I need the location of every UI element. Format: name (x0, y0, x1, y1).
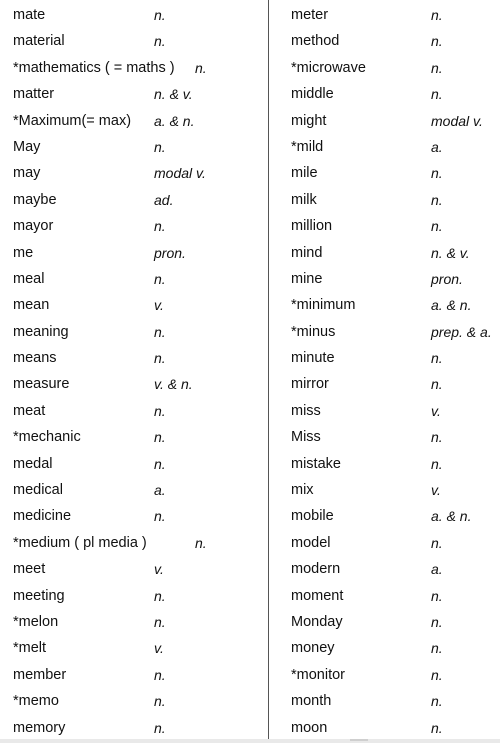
entry-part-of-speech: n. (431, 640, 443, 657)
word-entry (291, 160, 500, 186)
entry-word: meet (13, 561, 46, 578)
entry-word: mayor (13, 218, 54, 235)
entry-word: Monday (291, 613, 343, 630)
entry-part-of-speech: v. (154, 297, 164, 314)
entry-word: mix (291, 482, 314, 499)
entry-word: *monitor (291, 666, 345, 683)
entry-part-of-speech: n. (431, 7, 443, 23)
entry-word: *memo (13, 693, 59, 710)
word-entry (13, 451, 263, 477)
entry-part-of-speech: n. (431, 191, 443, 208)
word-entry (13, 635, 263, 661)
entry-part-of-speech: a. & n. (431, 508, 472, 525)
entry-word: moment (291, 587, 344, 604)
entry-part-of-speech: n. (154, 719, 166, 736)
entry-part-of-speech: a. & n. (431, 297, 472, 314)
entry-word: milk (291, 191, 317, 208)
entry-word: mobile (291, 508, 334, 525)
entry-part-of-speech: n. (431, 376, 443, 393)
entry-part-of-speech: v. (154, 640, 164, 657)
word-entry (291, 477, 500, 503)
word-entry (291, 345, 500, 371)
entry-word: maybe (13, 191, 57, 208)
entry-part-of-speech: v. (154, 561, 164, 578)
entry-word: *melt (13, 640, 47, 657)
entry-part-of-speech: pron. (431, 270, 463, 287)
entry-word: medical (13, 482, 63, 499)
word-entry (13, 424, 263, 450)
entry-word: method (291, 33, 340, 50)
entry-part-of-speech: v. & n. (154, 376, 193, 393)
entry-part-of-speech: n. (431, 613, 443, 630)
entry-word: moon (291, 719, 328, 736)
word-entry (13, 266, 263, 292)
word-entry (13, 292, 263, 318)
entry-word: mean (13, 297, 50, 314)
word-entry (13, 240, 263, 266)
entry-part-of-speech: n. (154, 323, 166, 340)
word-entry (291, 530, 500, 556)
entry-word: Miss (291, 429, 321, 446)
word-entry (291, 292, 500, 318)
entry-word: me (13, 244, 34, 261)
entry-part-of-speech: pron. (154, 244, 186, 261)
word-entry (291, 424, 500, 450)
entry-word: meter (291, 7, 329, 23)
entry-word: measure (13, 376, 70, 393)
word-entry (13, 662, 263, 688)
entry-part-of-speech: n. (431, 165, 443, 182)
entry-part-of-speech: n. (154, 218, 166, 235)
bottom-scroll-strip (0, 739, 500, 743)
entry-part-of-speech: n. (154, 613, 166, 630)
entry-part-of-speech: n. (431, 587, 443, 604)
word-entry (13, 160, 263, 186)
entry-part-of-speech: n. (431, 350, 443, 367)
entry-part-of-speech: n. (431, 455, 443, 472)
entry-word: mine (291, 270, 323, 287)
word-entry (13, 134, 263, 160)
column-divider (268, 0, 269, 739)
entry-part-of-speech: n. (154, 666, 166, 683)
word-entry (291, 55, 500, 81)
word-entry (291, 371, 500, 397)
entry-word: medicine (13, 508, 72, 525)
word-entry (291, 662, 500, 688)
entry-part-of-speech: a. & n. (154, 112, 195, 129)
word-entry (291, 28, 500, 54)
entry-part-of-speech: n. & v. (154, 86, 193, 103)
entry-word: minute (291, 350, 335, 367)
word-entry (291, 635, 500, 661)
word-entry (291, 81, 500, 107)
entry-part-of-speech: v. (431, 402, 441, 419)
entry-word: mistake (291, 455, 341, 472)
entry-word: middle (291, 86, 334, 103)
entry-word: *melon (13, 613, 59, 630)
entry-word: mirror (291, 376, 329, 393)
word-entry (291, 503, 500, 529)
entry-part-of-speech: n. (431, 666, 443, 683)
word-entry (13, 28, 263, 54)
entry-part-of-speech: modal v. (431, 112, 483, 129)
word-entry (291, 583, 500, 609)
entry-word: meal (13, 270, 45, 287)
left-word-column (13, 2, 263, 741)
word-entry (13, 2, 263, 28)
entry-word: mate (13, 7, 46, 23)
word-entry (291, 2, 500, 28)
word-entry (13, 556, 263, 582)
entry-part-of-speech: n. (431, 429, 443, 446)
entry-word: *microwave (291, 59, 366, 76)
entry-word: might (291, 112, 327, 129)
entry-word: mile (291, 165, 318, 182)
entry-part-of-speech: n. (431, 218, 443, 235)
entry-word: medal (13, 455, 53, 472)
entry-word: memory (13, 719, 66, 736)
word-entry (291, 134, 500, 160)
word-entry (291, 108, 500, 134)
word-entry (291, 715, 500, 741)
entry-word: *minus (291, 323, 336, 340)
word-entry (13, 398, 263, 424)
word-entry (13, 530, 263, 556)
entry-word: *mechanic (13, 429, 81, 446)
entry-part-of-speech: n. (154, 270, 166, 287)
entry-word: *mathematics ( = maths ) (13, 59, 175, 76)
word-entry (291, 213, 500, 239)
entry-part-of-speech: n. (154, 33, 166, 50)
word-entry (13, 715, 263, 741)
entry-word: miss (291, 402, 321, 419)
entry-word: modern (291, 561, 341, 578)
entry-part-of-speech: v. (431, 482, 441, 499)
word-entry (13, 55, 263, 81)
word-entry (291, 609, 500, 635)
entry-part-of-speech: a. (154, 482, 166, 499)
entry-part-of-speech: ad. (154, 191, 174, 208)
entry-part-of-speech: prep. & a. (431, 323, 492, 340)
entry-word: May (13, 138, 41, 155)
word-entry (13, 108, 263, 134)
entry-word: mind (291, 244, 323, 261)
word-entry (291, 451, 500, 477)
entry-word: *medium ( pl media ) (13, 534, 147, 551)
entry-word: member (13, 666, 67, 683)
entry-part-of-speech: n. (154, 429, 166, 446)
entry-part-of-speech: n. & v. (431, 244, 470, 261)
word-entry (13, 345, 263, 371)
word-entry (13, 503, 263, 529)
word-entry (291, 398, 500, 424)
entry-part-of-speech: n. (431, 59, 443, 76)
word-entry (13, 319, 263, 345)
entry-part-of-speech: n. (154, 587, 166, 604)
word-entry (291, 319, 500, 345)
entry-part-of-speech: n. (154, 402, 166, 419)
word-entry (13, 187, 263, 213)
entry-word: material (13, 33, 65, 50)
word-entry (13, 688, 263, 714)
entry-part-of-speech: n. (431, 719, 443, 736)
right-word-column (291, 2, 500, 741)
entry-part-of-speech: n. (154, 138, 166, 155)
entry-part-of-speech: n. (154, 350, 166, 367)
entry-part-of-speech: n. (154, 693, 166, 710)
entry-part-of-speech: a. (431, 138, 443, 155)
entry-part-of-speech: n. (431, 693, 443, 710)
entry-part-of-speech: n. (195, 59, 207, 76)
bottom-strip-mark (350, 739, 368, 741)
entry-word: model (291, 534, 331, 551)
word-entry (13, 371, 263, 397)
entry-word: matter (13, 86, 55, 103)
entry-part-of-speech: n. (154, 455, 166, 472)
word-entry (291, 688, 500, 714)
entry-word: month (291, 693, 332, 710)
entry-part-of-speech: n. (154, 508, 166, 525)
entry-word: *mild (291, 138, 324, 155)
entry-word: million (291, 218, 333, 235)
word-entry (291, 266, 500, 292)
word-entry (291, 240, 500, 266)
word-entry (13, 213, 263, 239)
entry-word: may (13, 165, 41, 182)
entry-part-of-speech: n. (195, 534, 207, 551)
entry-part-of-speech: n. (431, 33, 443, 50)
word-entry (13, 477, 263, 503)
entry-part-of-speech: a. (431, 561, 443, 578)
entry-part-of-speech: n. (154, 7, 166, 23)
entry-word: means (13, 350, 57, 367)
entry-word: meat (13, 402, 46, 419)
entry-word: *minimum (291, 297, 356, 314)
entry-part-of-speech: n. (431, 86, 443, 103)
word-entry (291, 187, 500, 213)
entry-word: money (291, 640, 335, 657)
word-entry (13, 583, 263, 609)
word-entry (13, 609, 263, 635)
entry-word: meeting (13, 587, 65, 604)
word-entry (13, 81, 263, 107)
entry-word: *Maximum(= max) (13, 112, 132, 129)
word-entry (291, 556, 500, 582)
entry-word: meaning (13, 323, 69, 340)
entry-part-of-speech: modal v. (154, 165, 206, 182)
entry-part-of-speech: n. (431, 534, 443, 551)
